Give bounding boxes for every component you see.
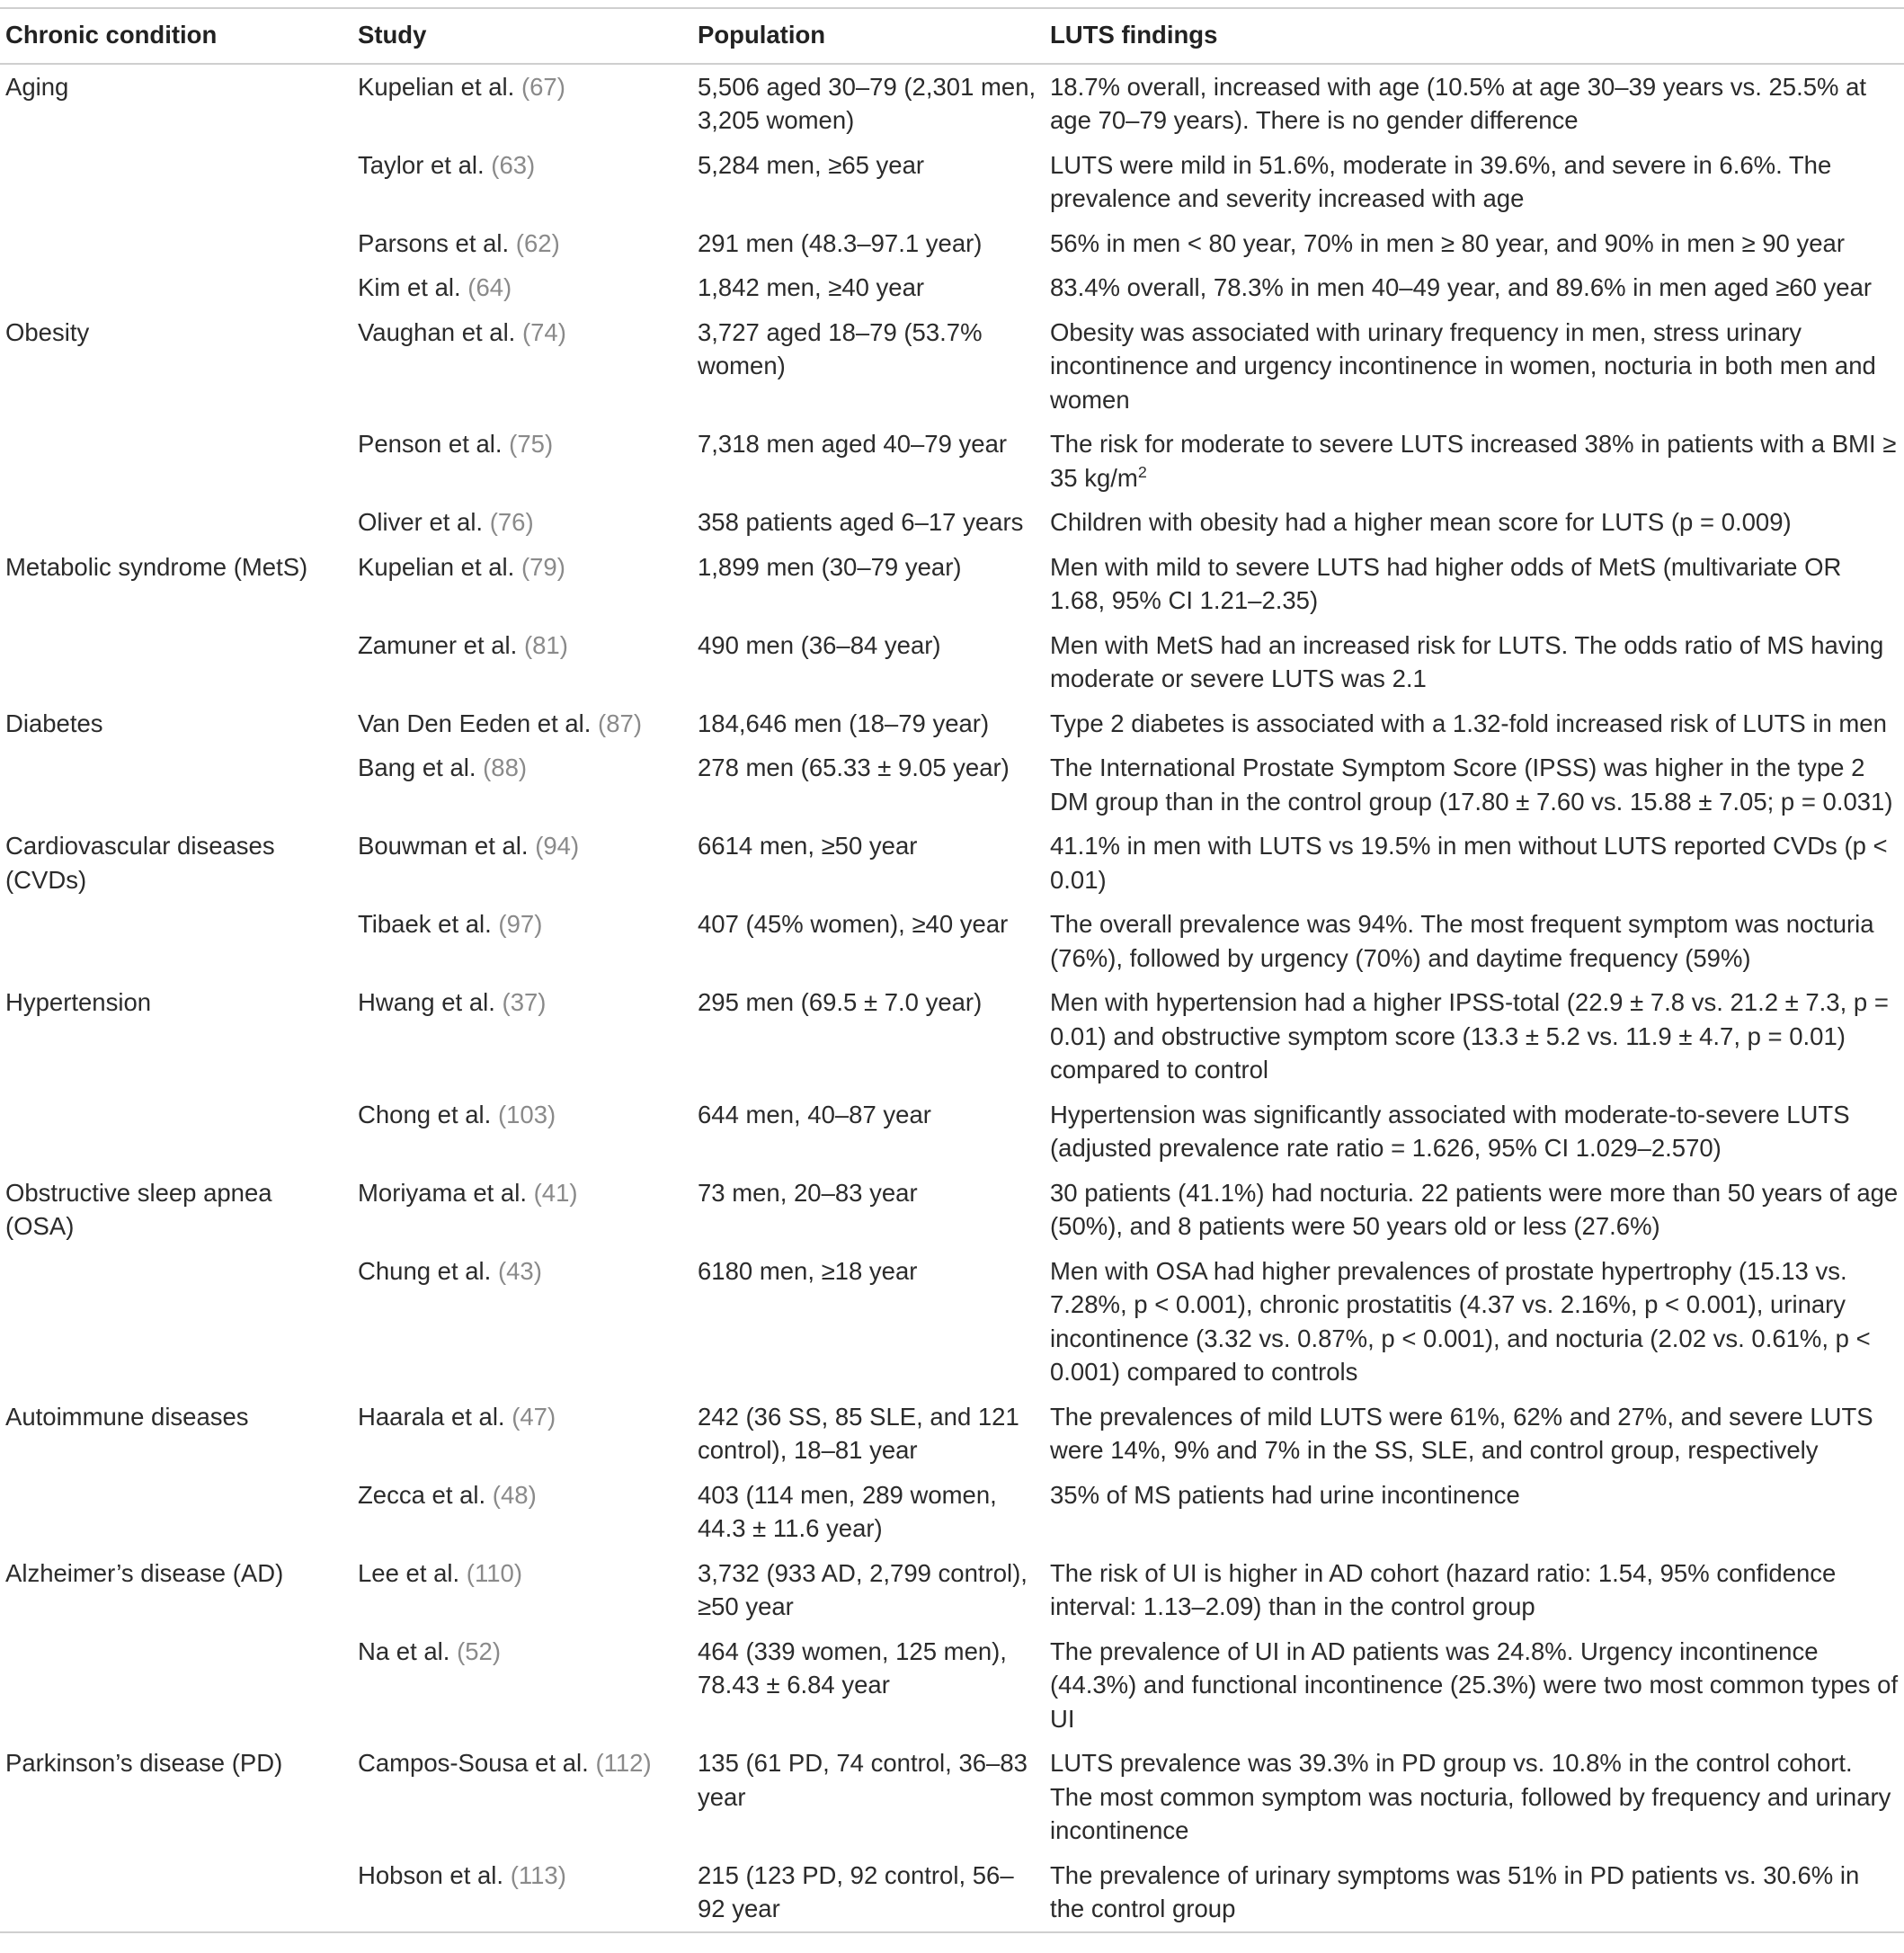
reference-number: 37 [510, 988, 538, 1016]
table-row [0, 265, 1904, 310]
reference-link[interactable]: (37) [502, 988, 547, 1016]
table-row [0, 310, 1904, 423]
cell-findings [1045, 1092, 1904, 1171]
findings-text: 30 patients (41.1%) had nocturia. 22 patients were more than 50 years of age (50%), and 8 patients were 50 years old or less (27.6%) [1050, 1178, 1899, 1240]
reference-number: 76 [497, 508, 526, 536]
reference-number: 110 [474, 1558, 514, 1587]
study-author: Kim et al. [358, 273, 461, 301]
cell-condition [0, 1853, 352, 1932]
reference-link[interactable]: (87) [598, 709, 642, 737]
findings-text: The risk of UI is higher in AD cohort (hazard ratio: 1.54, 95% confidence interval: 1.13–2.09) than in the control group [1050, 1558, 1837, 1620]
findings-text: 56% in men < 80 year, 70% in men ≥ 80 year, and 90% in men ≥ 90 year [1050, 228, 1845, 257]
findings-superscript: 2 [1137, 462, 1147, 481]
cell-findings [1045, 1629, 1904, 1742]
findings-text: 35% of MS patients had urine incontinence [1050, 1480, 1520, 1509]
findings-text: Men with MetS had an increased risk for LUTS. The odds ratio of MS having moderate or severe LUTS was 2.1 [1050, 630, 1884, 692]
cell-condition [0, 1629, 352, 1742]
reference-number: 79 [529, 552, 557, 581]
study-author: Vaughan et al. [358, 317, 516, 346]
cell-population: 291 men (48.3–97.1 year) [698, 228, 983, 257]
cell-condition: Metabolic syndrome (MetS) [5, 552, 308, 581]
table-row [0, 221, 1904, 266]
findings-text: The International Prostate Symptom Score (IPSS) was higher in the type 2 DM group than in the control group (17.80 ± 7.60 vs. 15.88 ± 7.05; p = 0.031) [1050, 754, 1893, 816]
reference-link[interactable]: (52) [457, 1636, 501, 1665]
cell-study [352, 745, 692, 824]
cell-condition [0, 500, 352, 545]
cell-condition: Autoimmune diseases [5, 1402, 249, 1431]
table-body [0, 64, 1904, 1932]
table-row [0, 422, 1904, 500]
cell-findings [1045, 1551, 1904, 1629]
cell-study [352, 1629, 692, 1742]
reference-number: 47 [520, 1402, 547, 1431]
table-row [0, 1473, 1904, 1551]
cell-study [352, 1551, 692, 1629]
reference-link[interactable]: (113) [510, 1860, 566, 1889]
findings-text: Children with obesity had a higher mean score for LUTS (p = 0.009) [1050, 508, 1792, 536]
cell-condition: Parkinson’s disease (PD) [5, 1749, 283, 1777]
reference-link[interactable]: (110) [466, 1558, 522, 1587]
reference-link[interactable]: (64) [467, 273, 512, 301]
table-row [0, 545, 1904, 623]
cell-study [352, 310, 692, 423]
reference-link[interactable]: (75) [509, 430, 554, 458]
findings-text: Men with OSA had higher prevalences of prostate hypertrophy (15.13 vs. 7.28%, p < 0.001), chronic prostatitis (4.37 vs. 2.16%, p < 0.001), urinary incontinence (3.32 vs. 0.87%, p < 0.001), and nocturia (2.02 vs. 0.61%, p < 0.001) compared to controls [1050, 1256, 1871, 1386]
reference-number: 87 [606, 709, 634, 737]
study-author: Chong et al. [358, 1100, 492, 1128]
table-row [0, 500, 1904, 545]
cell-findings [1045, 980, 1904, 1092]
reference-number: 103 [506, 1100, 547, 1128]
cell-findings [1045, 745, 1904, 824]
reference-link[interactable]: (63) [491, 150, 536, 179]
cell-population: 3,727 aged 18–79 (53.7% women) [698, 317, 983, 379]
reference-link[interactable]: (88) [483, 754, 528, 781]
cell-study [352, 1249, 692, 1395]
findings-text: LUTS were mild in 51.6%, moderate in 39.6%, and severe in 6.6%. The prevalence and severity increased with age [1050, 150, 1832, 212]
cell-population: 5,506 aged 30–79 (2,301 men, 3,205 women) [698, 72, 1037, 134]
cell-population: 6180 men, ≥18 year [698, 1256, 918, 1285]
study-author: Kupelian et al. [358, 552, 515, 581]
cell-findings [1045, 824, 1904, 902]
cell-study [352, 1395, 692, 1473]
cell-condition [0, 623, 352, 701]
cell-condition [0, 1473, 352, 1551]
cell-condition [0, 265, 352, 310]
cell-study [352, 64, 692, 143]
reference-number: 63 [499, 150, 528, 179]
cell-condition [0, 221, 352, 266]
cell-population: 1,842 men, ≥40 year [698, 273, 925, 301]
cell-population: 407 (45% women), ≥40 year [698, 910, 1009, 938]
header-condition: Chronic condition [5, 21, 218, 49]
luts-table [0, 7, 1904, 1933]
reference-link[interactable]: (74) [521, 317, 566, 346]
table-row [0, 1092, 1904, 1171]
table-row [0, 1853, 1904, 1932]
study-author: Chung et al. [358, 1256, 492, 1285]
cell-population: 3,732 (933 AD, 2,799 control), ≥50 year [698, 1558, 1028, 1620]
findings-text: The prevalences of mild LUTS were 61%, 62% and 27%, and severe LUTS were 14%, 9% and 7% in the SS, SLE, and control group, respectively [1050, 1402, 1873, 1464]
study-author: Bouwman et al. [358, 832, 529, 860]
cell-population: 135 (61 PD, 74 control, 36–83 year [698, 1749, 1028, 1811]
study-author: Haarala et al. [358, 1402, 505, 1431]
study-author: Lee et al. [358, 1558, 460, 1587]
findings-text: 83.4% overall, 78.3% in men 40–49 year, and 89.6% in men aged ≥60 year [1050, 273, 1873, 301]
cell-study [352, 1473, 692, 1551]
table-row [0, 1629, 1904, 1742]
cell-study [352, 1853, 692, 1932]
cell-findings [1045, 64, 1904, 143]
table-row [0, 143, 1904, 221]
reference-link[interactable]: (79) [520, 552, 565, 581]
study-author: Bang et al. [358, 754, 476, 781]
findings-text: LUTS prevalence was 39.3% in PD group vs. 10.8% in the control cohort. The most common symptom was nocturia, followed by frequency and urinary incontinence [1050, 1749, 1891, 1844]
cell-condition: Obesity [5, 317, 90, 346]
reference-number: 113 [518, 1860, 558, 1889]
table-row [0, 745, 1904, 824]
cell-findings [1045, 1741, 1904, 1853]
cell-condition [0, 1092, 352, 1171]
cell-population: 5,284 men, ≥65 year [698, 150, 925, 179]
cell-condition [0, 902, 352, 980]
cell-condition: Obstructive sleep apnea (OSA) [5, 1178, 272, 1240]
cell-study [352, 265, 692, 310]
cell-findings [1045, 701, 1904, 746]
study-author: Zamuner et al. [358, 630, 518, 659]
reference-link[interactable]: (47) [512, 1402, 556, 1431]
findings-text: The prevalence of urinary symptoms was 51% in PD patients vs. 30.6% in the control group [1050, 1860, 1860, 1922]
findings-text: Men with mild to severe LUTS had higher odds of MetS (multivariate OR 1.68, 95% CI 1.21–2.35) [1050, 552, 1842, 614]
table-row [0, 824, 1904, 902]
findings-text: The prevalence of UI in AD patients was 24.8%. Urgency incontinence (44.3%) and functional incontinence (25.3%) were two most common types of UI [1050, 1636, 1899, 1733]
cell-findings [1045, 902, 1904, 980]
findings-text: Men with hypertension had a higher IPSS-total (22.9 ± 7.8 vs. 21.2 ± 7.3, p = 0.01) and obstructive symptom score (13.3 ± 5.2 vs. 11.9 ± 4.7, p = 0.01) compared to control [1050, 988, 1889, 1084]
reference-link[interactable]: (76) [489, 508, 534, 536]
cell-study [352, 221, 692, 266]
table-row [0, 1249, 1904, 1395]
reference-number: 112 [603, 1749, 644, 1777]
study-author: Moriyama et al. [358, 1178, 527, 1207]
cell-population: 490 men (36–84 year) [698, 630, 941, 659]
study-author: Na et al. [358, 1636, 450, 1665]
cell-study [352, 623, 692, 701]
cell-findings [1045, 545, 1904, 623]
reference-number: 52 [465, 1636, 493, 1665]
findings-text: 18.7% overall, increased with age (10.5% at age 30–39 years vs. 25.5% at age 70–79 years). There is no gender difference [1050, 72, 1867, 134]
cell-population: 403 (114 men, 289 women, 44.3 ± 11.6 year) [698, 1480, 997, 1542]
findings-text: The risk for moderate to severe LUTS increased 38% in patients with a BMI ≥ 35 kg/m [1050, 430, 1897, 492]
reference-number: 64 [476, 273, 504, 301]
cell-study [352, 500, 692, 545]
cell-population: 1,899 men (30–79 year) [698, 552, 962, 581]
cell-study [352, 1741, 692, 1853]
findings-text: Type 2 diabetes is associated with a 1.32-fold increased risk of LUTS in men [1050, 709, 1887, 737]
table-row [0, 1395, 1904, 1473]
cell-population: 73 men, 20–83 year [698, 1178, 918, 1207]
cell-condition: Cardiovascular diseases (CVDs) [5, 832, 275, 894]
header-study: Study [358, 21, 427, 49]
table-row [0, 701, 1904, 746]
reference-number: 75 [517, 430, 545, 458]
study-author: Kupelian et al. [358, 72, 515, 101]
reference-number: 67 [529, 72, 557, 101]
study-author: Campos-Sousa et al. [358, 1749, 589, 1777]
findings-text: Hypertension was significantly associated with moderate-to-severe LUTS (adjusted prevalence rate ratio = 1.626, 95% CI 1.029–2.570) [1050, 1100, 1850, 1162]
study-author: Parsons et al. [358, 228, 510, 257]
table-row [0, 1171, 1904, 1249]
cell-findings [1045, 221, 1904, 266]
cell-population: 242 (36 SS, 85 SLE, and 121 control), 18–81 year [698, 1402, 1019, 1464]
reference-link[interactable]: (41) [533, 1178, 578, 1207]
cell-study [352, 1171, 692, 1249]
table-row [0, 980, 1904, 1092]
cell-findings [1045, 1853, 1904, 1932]
header-findings: LUTS findings [1050, 21, 1218, 49]
study-author: Hobson et al. [358, 1860, 504, 1889]
study-author: Van Den Eeden et al. [358, 709, 592, 737]
cell-study [352, 701, 692, 746]
cell-population: 7,318 men aged 40–79 year [698, 430, 1008, 458]
cell-condition: Hypertension [5, 988, 152, 1016]
reference-number: 43 [506, 1256, 534, 1285]
reference-link[interactable]: (62) [515, 228, 560, 257]
cell-condition [0, 143, 352, 221]
study-author: Hwang et al. [358, 988, 495, 1016]
study-author: Penson et al. [358, 430, 503, 458]
cell-findings [1045, 1171, 1904, 1249]
reference-number: 88 [491, 754, 519, 781]
cell-population: 644 men, 40–87 year [698, 1100, 931, 1128]
cell-population: 358 patients aged 6–17 years [698, 508, 1024, 536]
cell-findings [1045, 310, 1904, 423]
cell-study [352, 143, 692, 221]
reference-number: 48 [500, 1480, 529, 1509]
cell-condition [0, 1249, 352, 1395]
reference-number: 81 [532, 630, 560, 659]
cell-condition [0, 745, 352, 824]
reference-link[interactable]: (81) [523, 630, 568, 659]
cell-population: 184,646 men (18–79 year) [698, 709, 990, 737]
findings-text: 41.1% in men with LUTS vs 19.5% in men without LUTS reported CVDs (p < 0.01) [1050, 832, 1888, 894]
reference-number: 74 [530, 317, 558, 346]
cell-condition: Alzheimer’s disease (AD) [5, 1558, 284, 1587]
reference-link[interactable]: (43) [497, 1256, 542, 1285]
cell-findings [1045, 1249, 1904, 1395]
study-author: Tibaek et al. [358, 910, 492, 938]
table-row [0, 1551, 1904, 1629]
cell-findings [1045, 623, 1904, 701]
table-row [0, 1741, 1904, 1853]
cell-study [352, 422, 692, 500]
table-row [0, 64, 1904, 143]
cell-population: 464 (339 women, 125 men), 78.43 ± 6.84 year [698, 1636, 1007, 1699]
cell-findings [1045, 500, 1904, 545]
reference-number: 97 [506, 910, 535, 938]
cell-population: 278 men (65.33 ± 9.05 year) [698, 754, 1010, 781]
cell-study [352, 824, 692, 902]
study-author: Oliver et al. [358, 508, 484, 536]
study-author: Zecca et al. [358, 1480, 486, 1509]
findings-text: Obesity was associated with urinary frequency in men, stress urinary incontinence and urgency incontinence in women, nocturia in both men and women [1050, 317, 1876, 414]
reference-link[interactable]: (67) [520, 72, 565, 101]
cell-findings [1045, 1473, 1904, 1551]
reference-number: 94 [543, 832, 571, 860]
reference-number: 41 [541, 1178, 570, 1207]
table-row [0, 902, 1904, 980]
cell-findings [1045, 265, 1904, 310]
reference-link[interactable]: (48) [492, 1480, 537, 1509]
cell-study [352, 1092, 692, 1171]
reference-link[interactable]: (112) [595, 1749, 652, 1777]
study-author: Taylor et al. [358, 150, 485, 179]
cell-findings [1045, 422, 1904, 500]
table-row [0, 623, 1904, 701]
cell-study [352, 980, 692, 1092]
cell-population: 215 (123 PD, 92 control, 56–92 year [698, 1860, 1014, 1922]
cell-study [352, 902, 692, 980]
cell-study [352, 545, 692, 623]
reference-link[interactable]: (94) [535, 832, 580, 860]
cell-condition: Aging [5, 72, 69, 101]
reference-link[interactable]: (103) [497, 1100, 556, 1128]
cell-findings [1045, 1395, 1904, 1473]
findings-text: The overall prevalence was 94%. The most frequent symptom was nocturia (76%), followed by urgency (70%) and daytime frequency (59%) [1050, 910, 1874, 972]
cell-population: 295 men (69.5 ± 7.0 year) [698, 988, 983, 1016]
cell-population: 6614 men, ≥50 year [698, 832, 918, 860]
reference-number: 62 [523, 228, 552, 257]
cell-condition [0, 422, 352, 500]
cell-condition: Diabetes [5, 709, 103, 737]
cell-findings [1045, 143, 1904, 221]
header-row [0, 8, 1904, 64]
header-population: Population [698, 21, 826, 49]
reference-link[interactable]: (97) [498, 910, 543, 938]
